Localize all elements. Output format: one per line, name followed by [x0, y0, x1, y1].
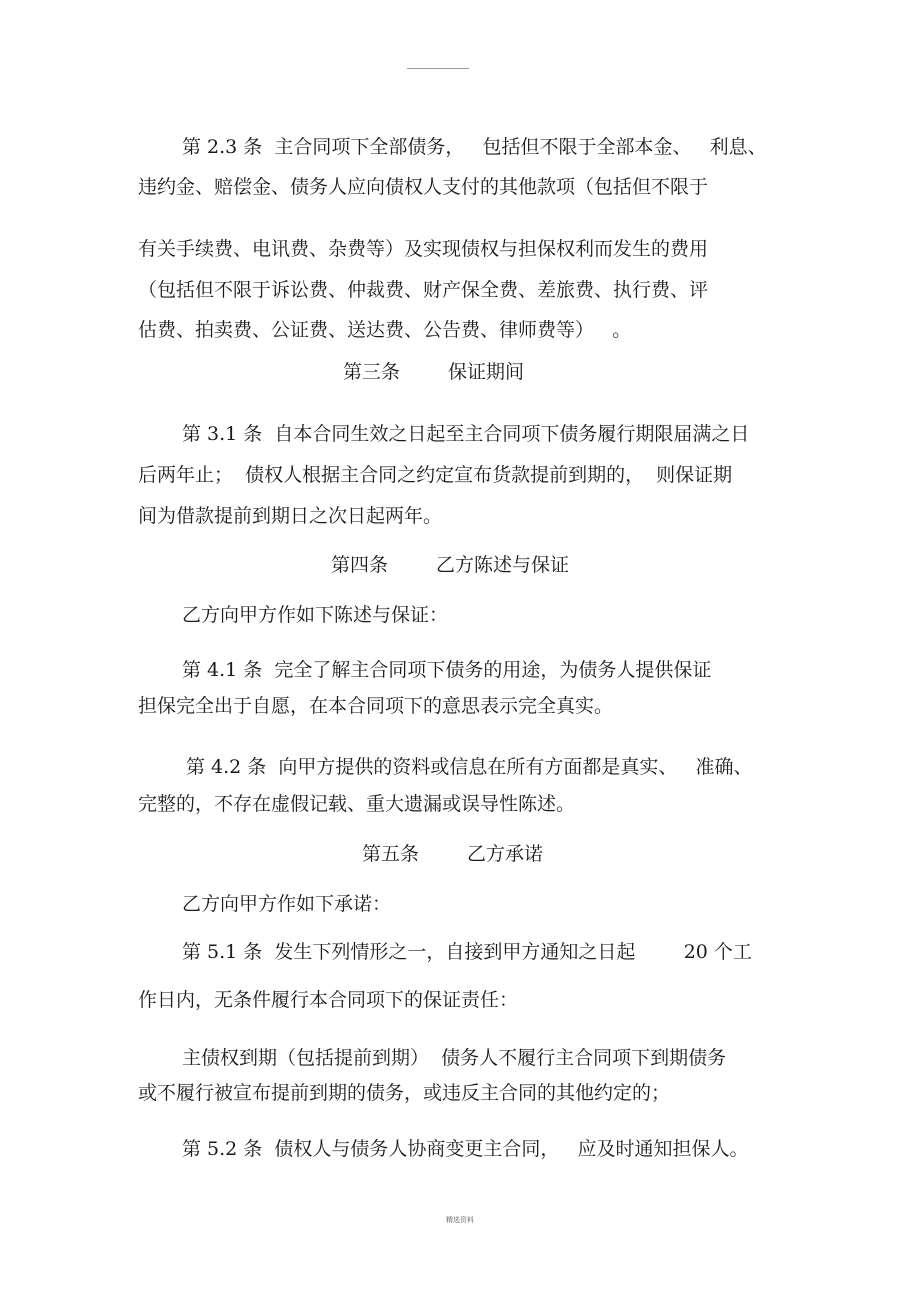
article-4-1-line-1: 第 4.1 条 完全了解主合同项下债务的用途，为债务人提供保证 — [182, 659, 712, 681]
section-4-title: 乙方陈述与保证 — [436, 554, 570, 576]
article-5-1-line-1: 第 5.1 条 发生下列情形之一，自接到甲方通知之日起 20 个工 — [182, 941, 752, 963]
section-3-title: 保证期间 — [448, 361, 525, 383]
article-3-1-line-3: 间为借款提前到期日之次日起两年。 — [138, 505, 443, 527]
article-2-3-line-3: 有关手续费、电讯费、杂费等）及实现债权与担保权利而发生的费用 — [138, 238, 709, 260]
article-5-1-line-2: 作日内，无条件履行本合同项下的保证责任： — [138, 989, 519, 1011]
section-4-intro: 乙方向甲方作如下陈述与保证： — [182, 604, 449, 626]
article-5-2-line-1: 第 5.2 条 债权人与债务人协商变更主合同， 应及时通知担保人。 — [182, 1138, 749, 1160]
article-5-1-item-line-1: 主债权到期（包括提前到期） 债务人不履行主合同项下到期债务 — [182, 1047, 727, 1069]
article-2-3-line-2: 违约金、赔偿金、债务人应向债权人支付的其他款项（包括但不限于 — [138, 176, 709, 198]
article-2-3-line-5: 估费、拍卖费、公证费、送达费、公告费、律师费等） 。 — [138, 319, 632, 341]
section-4-number: 第四条 — [331, 554, 389, 576]
section-4-heading — [331, 553, 569, 577]
section-5-title: 乙方承诺 — [467, 843, 544, 865]
section-5-intro: 乙方向甲方作如下承诺： — [182, 893, 392, 915]
header-rule — [407, 68, 469, 69]
article-5-1-item-line-2: 或不履行被宣布提前到期的债务，或违反主合同的其他约定的； — [138, 1082, 671, 1104]
section-3-heading — [343, 360, 524, 384]
article-3-1-line-2: 后两年止； 债权人根据主合同之约定宣布货款提前到期的， 则保证期 — [138, 464, 733, 486]
section-5-heading — [362, 842, 543, 866]
section-3-number: 第三条 — [343, 361, 401, 383]
section-5-number: 第五条 — [362, 843, 420, 865]
article-4-2-line-2: 完整的，不存在虚假记载、重大遗漏或误导性陈述。 — [138, 793, 576, 815]
article-2-3-line-1: 第 2.3 条 主合同项下全部债务， 包括但不限于全部本金、 利息、 — [182, 136, 767, 158]
page-footer: 精选资料 — [446, 1216, 474, 1224]
article-3-1-line-1: 第 3.1 条 自本合同生效之日起至主合同项下债务履行期限届满之日 — [182, 423, 750, 445]
article-4-2-line-1: 第 4.2 条 向甲方提供的资料或信息在所有方面都是真实、 准确、 — [186, 756, 753, 778]
article-2-3-line-4: （包括但不限于诉讼费、仲裁费、财产保全费、差旅费、执行费、评 — [138, 279, 709, 301]
article-4-1-line-2: 担保完全出于自愿，在本合同项下的意思表示完全真实。 — [138, 695, 614, 717]
